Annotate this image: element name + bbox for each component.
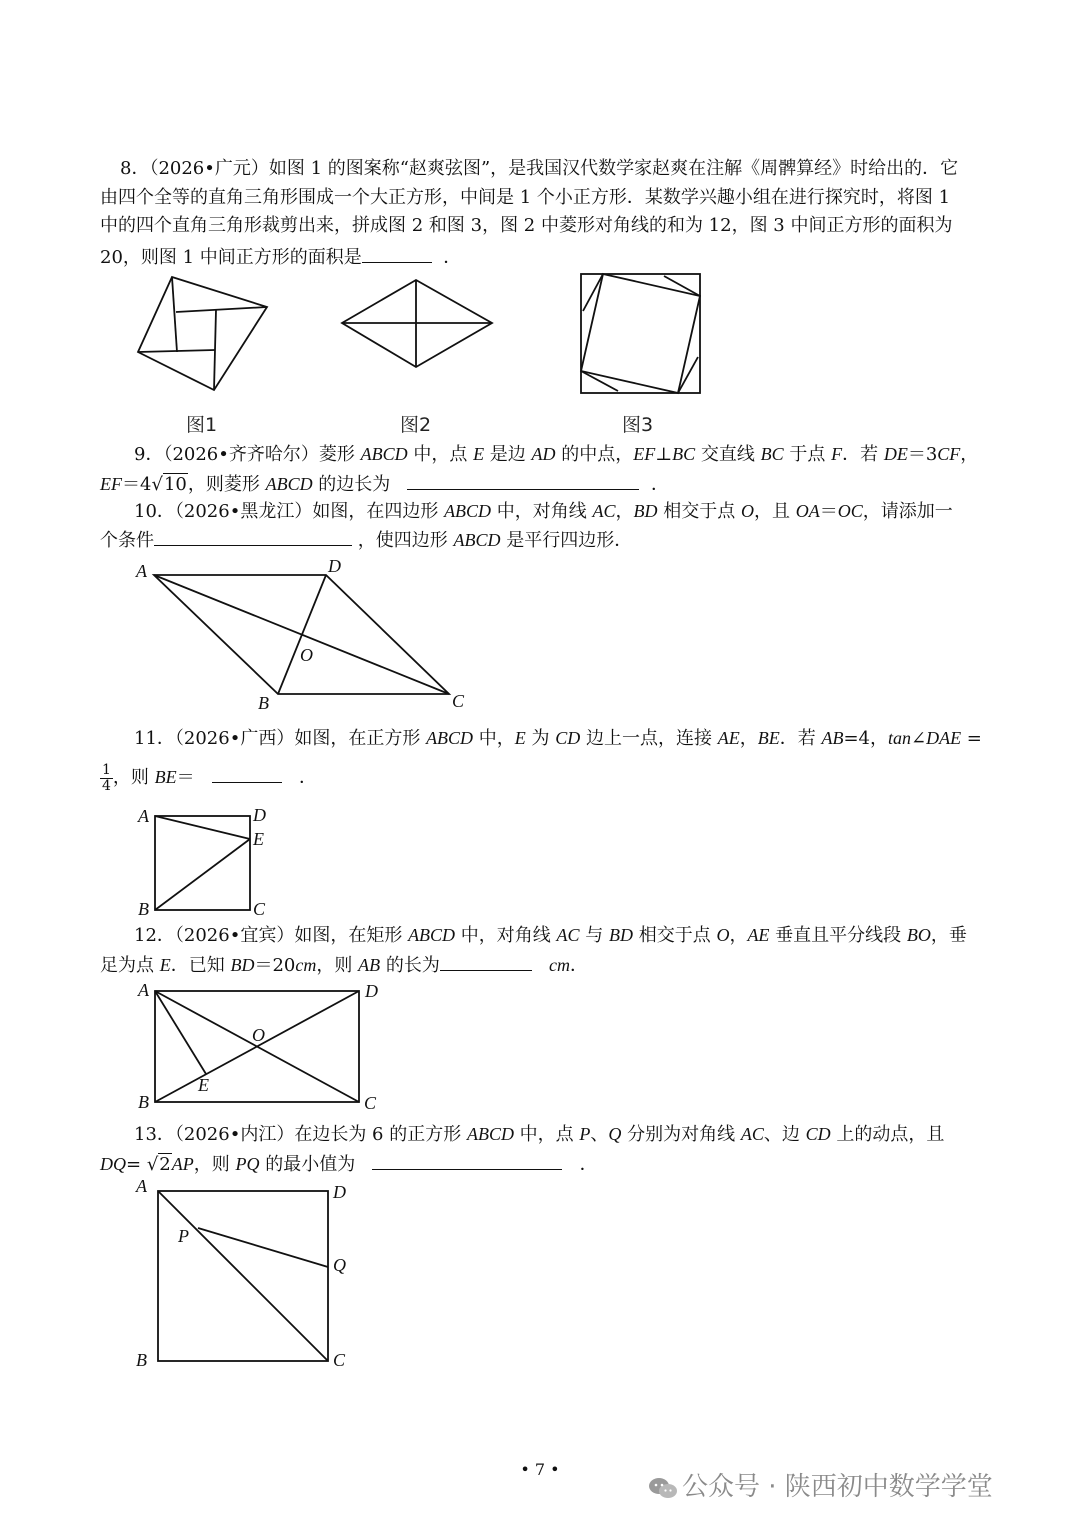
fig1-outer-square xyxy=(138,277,267,390)
q10-var: ABCD xyxy=(444,501,492,521)
q11-label-e: E xyxy=(253,829,264,849)
q8-figure3-square xyxy=(580,273,702,395)
q8-text: 中的四个直角三角形裁剪出来，拼成图 2 和图 3，图 2 中菱形对角线的和为 12，图 3 中间正方形的面积为 xyxy=(100,215,953,236)
q10-text: 中，对角线 xyxy=(491,501,593,522)
q11-answer-blank[interactable] xyxy=(212,762,282,783)
q9-var: ABCD xyxy=(360,444,408,464)
q9-line1 xyxy=(134,440,1024,469)
q8-caption3: 图3 xyxy=(622,414,654,436)
q11-var: tan∠DAE xyxy=(888,728,962,748)
q9-answer-blank[interactable] xyxy=(407,469,639,490)
q12-line2 xyxy=(100,950,990,980)
fig3-seg xyxy=(581,371,618,391)
q12-text: ，则 xyxy=(316,955,359,976)
q12-var: BD xyxy=(230,955,255,975)
q8-text: ． xyxy=(443,247,462,268)
q12-var: AB xyxy=(358,955,381,975)
q9-var: ABCD xyxy=(265,474,313,494)
q13-text: 的最小值为 xyxy=(259,1154,356,1175)
q10-label-d: D xyxy=(328,556,341,576)
q12-text: ． xyxy=(570,955,589,976)
q9-line2 xyxy=(100,469,990,499)
q10-var: OC xyxy=(837,501,863,521)
q11-var: BE xyxy=(757,728,780,748)
sqrt-value: 2 xyxy=(159,1154,171,1175)
q12-text: 相交于点 xyxy=(632,925,717,946)
q9-text: ．若 xyxy=(842,444,884,465)
q12-var: O xyxy=(716,925,730,945)
q10-line2 xyxy=(100,525,990,555)
q12-text: 与 xyxy=(579,925,609,946)
q12-var: cm xyxy=(295,955,317,975)
q8-caption2: 图2 xyxy=(400,414,432,436)
q13-var: DQ xyxy=(100,1154,126,1174)
q13-label-q: Q xyxy=(333,1255,346,1275)
watermark-text: 公众号 · 陕西初中数学学堂 xyxy=(682,1472,993,1502)
q11-figure-square xyxy=(130,800,275,920)
q13-text: 上的动点，且 xyxy=(830,1124,945,1145)
q8-text: 20，则图 1 中间正方形的面积是 xyxy=(100,247,362,268)
q13-text: 分别为对角线 xyxy=(621,1124,741,1145)
q9-var: CF xyxy=(937,444,961,464)
q11-fraction xyxy=(100,763,113,794)
q12-var: ABCD xyxy=(408,925,456,945)
wechat-icon xyxy=(648,1476,678,1500)
q9-text: 交直线 xyxy=(695,444,761,465)
q12-text: ．已知 xyxy=(170,955,231,976)
q11-label-b: B xyxy=(138,899,149,919)
fig3-inner-square xyxy=(581,274,700,393)
q13-answer-blank[interactable] xyxy=(372,1149,562,1170)
q11-var: E xyxy=(514,728,526,748)
q12-figure-rectangle xyxy=(130,978,390,1113)
q12-text: ， xyxy=(729,925,748,946)
q8-line4 xyxy=(100,242,990,272)
q12-segment-ae xyxy=(155,991,206,1074)
q12-label-a: A xyxy=(138,980,149,1000)
q9-var: DE xyxy=(883,444,908,464)
q11-text: ， xyxy=(739,728,758,749)
q10-var: BD xyxy=(633,501,658,521)
q13-diagonal-ac xyxy=(158,1191,328,1361)
q11-var: AB xyxy=(821,728,844,748)
q13-figure-square xyxy=(130,1175,355,1375)
q13-label-p: P xyxy=(178,1226,189,1246)
q9-sqrt xyxy=(151,471,187,499)
q13-label-a: A xyxy=(136,1176,147,1196)
q12-text: ，垂 xyxy=(930,925,967,946)
q13-segment-pq xyxy=(198,1228,328,1267)
q11-square xyxy=(155,816,250,910)
q11-label-a: A xyxy=(138,806,149,826)
q9-var: BC xyxy=(760,444,784,464)
q12-label-c: C xyxy=(364,1093,377,1113)
q13-text: 13．（2026•内江）在边长为 6 的正方形 xyxy=(134,1124,467,1145)
q11-var: ABCD xyxy=(426,728,474,748)
q9-text: 中，点 xyxy=(407,444,474,465)
q9-text: 的边长为 xyxy=(312,474,391,495)
q13-label-b: B xyxy=(136,1350,147,1370)
q11-text: = xyxy=(961,728,982,749)
q11-text: ，则 xyxy=(112,767,155,788)
q8-answer-blank[interactable] xyxy=(362,242,432,263)
q12-var: AE xyxy=(747,925,770,945)
q13-text: 、 xyxy=(590,1124,609,1145)
q11-line2 xyxy=(100,762,990,794)
q12-text: 12．（2026•宜宾）如图，在矩形 xyxy=(134,925,409,946)
q10-var: AC xyxy=(592,501,616,521)
q9-text: ， xyxy=(960,444,979,465)
q11-text: =4， xyxy=(843,728,888,749)
q12-text: 的长为 xyxy=(380,955,440,976)
q12-label-o: O xyxy=(252,1025,265,1045)
watermark xyxy=(648,1466,993,1503)
q10-text: ，请添加一 xyxy=(862,501,953,522)
page-number: • 7 • xyxy=(520,1460,560,1479)
q11-label-d: D xyxy=(253,805,266,825)
q8-text: 8．（2026•广元）如图 1 的图案称“赵爽弦图”，是我国汉代数学家赵爽在注解《周髀算经》时给出的．它 xyxy=(120,158,959,179)
q10-text: ，且 xyxy=(753,501,796,522)
q9-text: 于点 xyxy=(783,444,832,465)
q10-line1 xyxy=(134,497,1024,526)
q9-var: AD xyxy=(531,444,556,464)
q13-var: Q xyxy=(608,1124,622,1144)
q10-text: 相交于点 xyxy=(657,501,741,522)
q12-label-b: B xyxy=(138,1092,149,1112)
q9-var: EF⊥BC xyxy=(633,444,696,464)
q10-text: ， xyxy=(615,501,634,522)
q13-text: 中，点 xyxy=(513,1124,580,1145)
fig1-seg xyxy=(176,307,267,312)
q11-segment-be xyxy=(155,839,250,910)
q12-text: 中，对角线 xyxy=(455,925,557,946)
q10-text: 个条件 xyxy=(100,530,154,551)
q13-var: AP xyxy=(171,1154,194,1174)
q9-text: ＝4 xyxy=(122,474,152,495)
q8-line2 xyxy=(100,184,990,212)
q11-text: 中， xyxy=(473,728,515,749)
q9-text: 的中点， xyxy=(555,444,634,465)
q10-label-a: A xyxy=(136,561,147,581)
q11-var: AE xyxy=(717,728,740,748)
q9-text: ，则菱形 xyxy=(187,474,266,495)
q13-label-d: D xyxy=(333,1182,346,1202)
q13-text: ． xyxy=(579,1154,598,1175)
sqrt-value: 10 xyxy=(163,474,187,495)
q10-diagonal-bd xyxy=(278,575,326,694)
q11-text: 为 xyxy=(525,728,556,749)
q12-text: 垂直且平分线段 xyxy=(769,925,907,946)
q9-var: E xyxy=(473,444,485,464)
q11-label-c: C xyxy=(253,899,266,919)
q10-text: 10．（2026•黑龙江）如图，在四边形 xyxy=(134,501,445,522)
q13-var: P xyxy=(579,1124,591,1144)
q10-text: 是平行四边形． xyxy=(500,530,633,551)
q12-line1 xyxy=(134,921,1024,950)
q8-figure2-rhombus xyxy=(340,275,495,375)
q8-line1 xyxy=(120,155,1010,183)
fig3-seg xyxy=(678,357,698,393)
fig1-seg xyxy=(172,277,177,352)
fraction-numerator: 1 xyxy=(102,761,111,778)
q13-text: = xyxy=(126,1154,147,1175)
q10-text: ，使四边形 xyxy=(357,530,454,551)
q11-segment-ae xyxy=(155,816,250,839)
q13-text: ，则 xyxy=(193,1154,236,1175)
q13-var: AC xyxy=(740,1124,764,1144)
q10-label-b: B xyxy=(258,693,269,713)
q10-text: ＝ xyxy=(819,501,838,522)
q13-text: 、边 xyxy=(763,1124,806,1145)
q9-text: 是边 xyxy=(484,444,532,465)
q8-caption1: 图1 xyxy=(186,414,218,436)
q8-line3 xyxy=(100,212,990,240)
q12-var: BD xyxy=(608,925,633,945)
q12-label-e: E xyxy=(198,1075,209,1095)
sqrt-sign: √ xyxy=(151,474,163,495)
q13-var: ABCD xyxy=(466,1124,514,1144)
q9-var: EF xyxy=(100,474,122,494)
q12-label-d: D xyxy=(365,981,378,1001)
q12-answer-blank[interactable] xyxy=(440,950,532,971)
fig3-seg xyxy=(664,276,700,296)
q12-var: BO xyxy=(906,925,931,945)
q10-answer-blank[interactable] xyxy=(154,525,352,546)
q11-var: BE xyxy=(154,767,177,787)
q13-var: CD xyxy=(805,1124,831,1144)
q10-var: ABCD xyxy=(453,530,501,550)
q13-label-c: C xyxy=(333,1350,346,1370)
q10-var: OA xyxy=(795,501,820,521)
q11-text: 边上一点，连接 xyxy=(580,728,718,749)
sqrt-sign: √ xyxy=(146,1154,159,1175)
q11-text: ． xyxy=(299,767,317,788)
fraction-denominator: 4 xyxy=(102,777,111,794)
q11-text: 11．（2026•广西）如图，在正方形 xyxy=(134,728,427,749)
q9-text: ＝3 xyxy=(907,444,938,465)
q12-var: E xyxy=(159,955,171,975)
q10-label-o: O xyxy=(300,645,313,665)
q13-line1 xyxy=(134,1120,1024,1149)
fig3-seg xyxy=(583,274,603,311)
q11-var: CD xyxy=(555,728,581,748)
q12-var: AC xyxy=(556,925,580,945)
q9-text: 9．（2026•齐齐哈尔）菱形 xyxy=(134,444,361,465)
q12-var: cm xyxy=(549,955,571,975)
q11-text: ．若 xyxy=(779,728,822,749)
q8-figure1-zhao-shuang xyxy=(130,272,270,397)
q12-text: ＝20 xyxy=(254,955,296,976)
q8-text: 由四个全等的直角三角形围成一个大正方形，中间是 1 个小正方形．某数学兴趣小组在进行探究时，将图 1 xyxy=(100,187,951,208)
q12-text: 足为点 xyxy=(100,955,160,976)
fig1-seg xyxy=(138,350,215,352)
q9-var: F xyxy=(831,444,843,464)
q13-var: PQ xyxy=(235,1154,260,1174)
q9-text: ． xyxy=(650,474,669,495)
q10-figure-quadrilateral xyxy=(130,555,475,715)
q10-label-c: C xyxy=(452,691,465,711)
q11-line1 xyxy=(134,724,1024,753)
q11-text: ＝ xyxy=(176,767,195,788)
q10-var: O xyxy=(740,501,754,521)
